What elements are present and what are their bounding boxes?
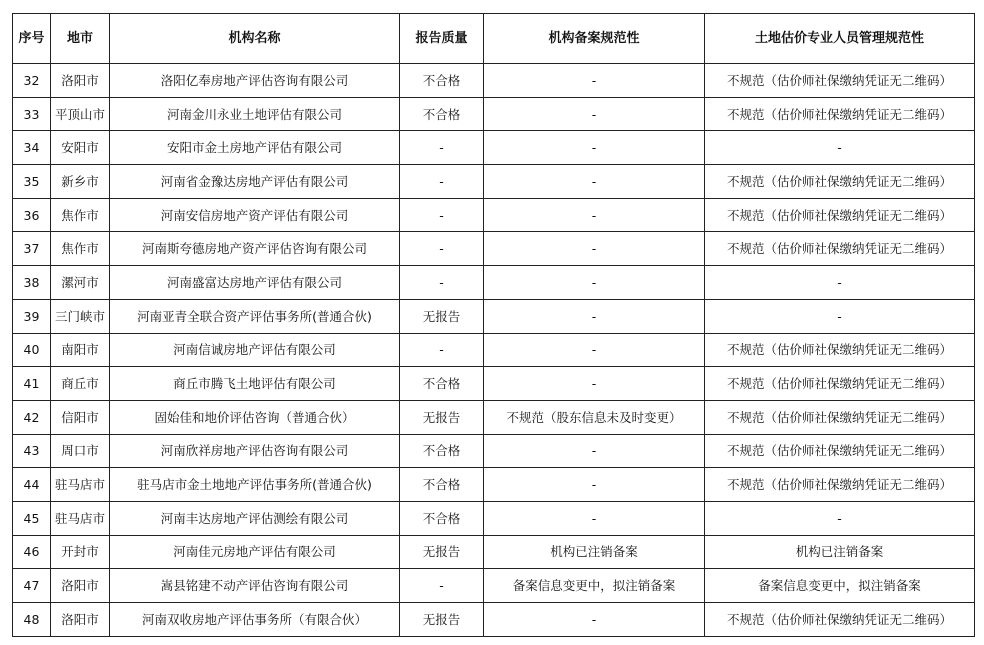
cell-org-name: 安阳市金土房地产评估有限公司 <box>110 131 400 165</box>
table-row <box>13 400 975 434</box>
cell-org-name: 河南丰达房地产评估测绘有限公司 <box>110 501 400 535</box>
cell-org-name: 固始佳和地价评估咨询（普通合伙） <box>110 400 400 434</box>
cell-staff-compliance: 不规范（估价师社保缴纳凭证无二维码） <box>705 333 975 367</box>
cell-staff-compliance: 不规范（估价师社保缴纳凭证无二维码） <box>705 367 975 401</box>
cell-index: 32 <box>13 64 51 98</box>
table-row <box>13 97 975 131</box>
cell-filing-compliance: - <box>484 232 705 266</box>
cell-staff-compliance: - <box>705 501 975 535</box>
table-row <box>13 232 975 266</box>
cell-filing-compliance: - <box>484 266 705 300</box>
cell-report-quality: - <box>400 165 484 199</box>
cell-index: 44 <box>13 468 51 502</box>
cell-report-quality: - <box>400 232 484 266</box>
cell-report-quality: - <box>400 569 484 603</box>
table-row <box>13 468 975 502</box>
table-row <box>13 198 975 232</box>
assessment-table <box>12 13 975 637</box>
cell-filing-compliance: - <box>484 501 705 535</box>
cell-city: 平顶山市 <box>51 97 110 131</box>
table-row <box>13 501 975 535</box>
cell-report-quality: 不合格 <box>400 468 484 502</box>
table-row <box>13 569 975 603</box>
cell-staff-compliance: 不规范（估价师社保缴纳凭证无二维码） <box>705 434 975 468</box>
cell-org-name: 河南亚青全联合资产评估事务所(普通合伙) <box>110 299 400 333</box>
cell-city: 三门峡市 <box>51 299 110 333</box>
cell-staff-compliance: 备案信息变更中，拟注销备案 <box>705 569 975 603</box>
cell-filing-compliance: 机构已注销备案 <box>484 535 705 569</box>
cell-org-name: 河南斯夸德房地产资产评估咨询有限公司 <box>110 232 400 266</box>
cell-report-quality: 不合格 <box>400 97 484 131</box>
cell-filing-compliance: - <box>484 64 705 98</box>
cell-index: 35 <box>13 165 51 199</box>
cell-report-quality: - <box>400 131 484 165</box>
table-row <box>13 299 975 333</box>
cell-filing-compliance: - <box>484 603 705 637</box>
header-city: 地市 <box>51 14 110 64</box>
cell-staff-compliance: 不规范（估价师社保缴纳凭证无二维码） <box>705 165 975 199</box>
cell-staff-compliance: 不规范（估价师社保缴纳凭证无二维码） <box>705 198 975 232</box>
cell-report-quality: 无报告 <box>400 299 484 333</box>
cell-index: 38 <box>13 266 51 300</box>
cell-index: 48 <box>13 603 51 637</box>
cell-report-quality: 不合格 <box>400 501 484 535</box>
cell-report-quality: 无报告 <box>400 535 484 569</box>
cell-index: 41 <box>13 367 51 401</box>
cell-filing-compliance: 备案信息变更中，拟注销备案 <box>484 569 705 603</box>
cell-org-name: 河南盛富达房地产评估有限公司 <box>110 266 400 300</box>
cell-filing-compliance: - <box>484 97 705 131</box>
cell-staff-compliance: - <box>705 266 975 300</box>
cell-filing-compliance: - <box>484 131 705 165</box>
cell-org-name: 河南欣祥房地产评估咨询有限公司 <box>110 434 400 468</box>
cell-filing-compliance: - <box>484 165 705 199</box>
cell-filing-compliance: - <box>484 198 705 232</box>
cell-org-name: 河南双收房地产评估事务所（有限合伙） <box>110 603 400 637</box>
header-staff-compliance: 土地估价专业人员管理规范性 <box>705 14 975 64</box>
cell-filing-compliance: 不规范（股东信息未及时变更） <box>484 400 705 434</box>
cell-city: 洛阳市 <box>51 569 110 603</box>
cell-filing-compliance: - <box>484 333 705 367</box>
cell-staff-compliance: 机构已注销备案 <box>705 535 975 569</box>
table-row <box>13 535 975 569</box>
cell-staff-compliance: 不规范（估价师社保缴纳凭证无二维码） <box>705 603 975 637</box>
table-row <box>13 64 975 98</box>
cell-city: 驻马店市 <box>51 501 110 535</box>
cell-index: 46 <box>13 535 51 569</box>
table-row <box>13 131 975 165</box>
cell-org-name: 驻马店市金土地地产评估事务所(普通合伙) <box>110 468 400 502</box>
cell-org-name: 商丘市腾飞土地评估有限公司 <box>110 367 400 401</box>
cell-filing-compliance: - <box>484 434 705 468</box>
cell-report-quality: 无报告 <box>400 400 484 434</box>
cell-index: 40 <box>13 333 51 367</box>
cell-city: 焦作市 <box>51 198 110 232</box>
cell-index: 33 <box>13 97 51 131</box>
cell-org-name: 河南省金豫达房地产评估有限公司 <box>110 165 400 199</box>
table-row <box>13 266 975 300</box>
cell-org-name: 洛阳亿奉房地产评估咨询有限公司 <box>110 64 400 98</box>
cell-index: 47 <box>13 569 51 603</box>
header-index: 序号 <box>13 14 51 64</box>
cell-city: 洛阳市 <box>51 64 110 98</box>
cell-index: 37 <box>13 232 51 266</box>
table-row <box>13 603 975 637</box>
cell-staff-compliance: 不规范（估价师社保缴纳凭证无二维码） <box>705 400 975 434</box>
cell-index: 42 <box>13 400 51 434</box>
cell-index: 36 <box>13 198 51 232</box>
cell-report-quality: - <box>400 198 484 232</box>
cell-staff-compliance: 不规范（估价师社保缴纳凭证无二维码） <box>705 97 975 131</box>
cell-city: 焦作市 <box>51 232 110 266</box>
cell-city: 周口市 <box>51 434 110 468</box>
cell-city: 安阳市 <box>51 131 110 165</box>
cell-index: 34 <box>13 131 51 165</box>
cell-org-name: 河南金川永业土地评估有限公司 <box>110 97 400 131</box>
cell-report-quality: 不合格 <box>400 434 484 468</box>
cell-city: 信阳市 <box>51 400 110 434</box>
cell-staff-compliance: - <box>705 131 975 165</box>
cell-city: 驻马店市 <box>51 468 110 502</box>
header-org-name: 机构名称 <box>110 14 400 64</box>
cell-org-name: 河南佳元房地产评估有限公司 <box>110 535 400 569</box>
cell-report-quality: 不合格 <box>400 64 484 98</box>
cell-city: 南阳市 <box>51 333 110 367</box>
cell-report-quality: 无报告 <box>400 603 484 637</box>
table-row <box>13 434 975 468</box>
header-report-quality: 报告质量 <box>400 14 484 64</box>
cell-city: 漯河市 <box>51 266 110 300</box>
cell-staff-compliance: - <box>705 299 975 333</box>
cell-org-name: 河南安信房地产资产评估有限公司 <box>110 198 400 232</box>
cell-index: 45 <box>13 501 51 535</box>
cell-staff-compliance: 不规范（估价师社保缴纳凭证无二维码） <box>705 468 975 502</box>
cell-index: 39 <box>13 299 51 333</box>
cell-index: 43 <box>13 434 51 468</box>
cell-filing-compliance: - <box>484 468 705 502</box>
cell-report-quality: 不合格 <box>400 367 484 401</box>
table-header-row <box>13 14 975 64</box>
table-row <box>13 367 975 401</box>
table-row <box>13 333 975 367</box>
cell-staff-compliance: 不规范（估价师社保缴纳凭证无二维码） <box>705 232 975 266</box>
table-row <box>13 165 975 199</box>
header-filing-compliance: 机构备案规范性 <box>484 14 705 64</box>
cell-filing-compliance: - <box>484 299 705 333</box>
cell-org-name: 河南信诚房地产评估有限公司 <box>110 333 400 367</box>
cell-staff-compliance: 不规范（估价师社保缴纳凭证无二维码） <box>705 64 975 98</box>
cell-report-quality: - <box>400 333 484 367</box>
cell-city: 新乡市 <box>51 165 110 199</box>
cell-filing-compliance: - <box>484 367 705 401</box>
cell-city: 洛阳市 <box>51 603 110 637</box>
cell-org-name: 嵩县铭建不动产评估咨询有限公司 <box>110 569 400 603</box>
cell-report-quality: - <box>400 266 484 300</box>
cell-city: 商丘市 <box>51 367 110 401</box>
cell-city: 开封市 <box>51 535 110 569</box>
